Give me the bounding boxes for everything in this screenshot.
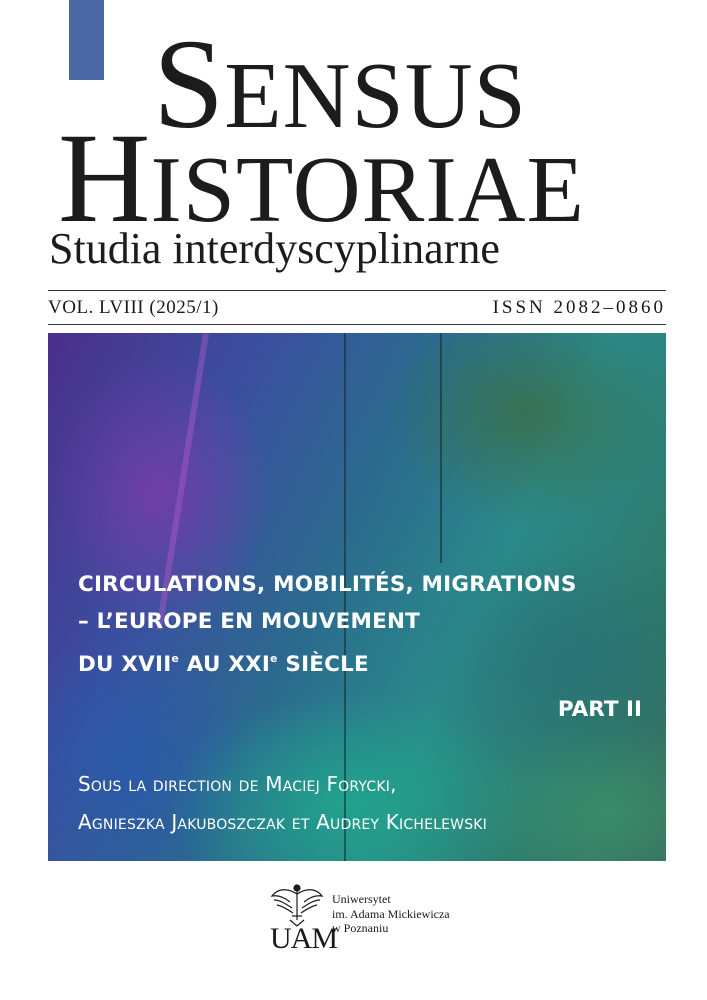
university-name-line1: Uniwersytet	[332, 892, 391, 906]
volume-label: VOL. LVIII (2025/1)	[48, 297, 219, 318]
title-rest-istoriae: ISTORIAE	[150, 138, 585, 242]
headline-line2: – L’EUROPE EN MOUVEMENT	[78, 609, 421, 634]
headline-line3-b: AU XXI	[179, 652, 271, 677]
issn-label: ISSN 2082–0860	[492, 297, 666, 318]
divider-bottom	[48, 324, 666, 325]
university-name	[332, 892, 450, 936]
publisher-logo	[268, 880, 468, 960]
divider-top	[48, 290, 666, 291]
headline-sup2: e	[270, 652, 278, 665]
issue-headline	[78, 566, 577, 683]
crack-line	[440, 333, 442, 563]
editors-credit	[78, 765, 487, 841]
headline-line1: CIRCULATIONS, MOBILITÉS, MIGRATIONS	[78, 572, 577, 597]
editors-line1: Sous la direction de Maciej Forycki,	[78, 772, 397, 796]
title-rest-ensus: ENSUS	[224, 44, 527, 148]
journal-subtitle: Studia interdyscyplinarne	[49, 224, 500, 273]
headline-sup1: e	[171, 652, 180, 665]
university-name-line2: im. Adama Mickiewicza	[332, 906, 450, 921]
headline-line3-c: SIÈCLE	[277, 652, 369, 677]
editors-line2: Agnieszka Jakuboszczak et Audrey Kichelewski	[78, 810, 488, 834]
headline-line3-a: DU XVII	[78, 652, 172, 677]
uam-mark: UAM	[270, 922, 338, 955]
title-initial-s: S	[153, 13, 225, 155]
eagle-emblem-icon	[268, 880, 326, 928]
cover-image	[48, 333, 666, 861]
part-label: PART II	[557, 697, 642, 722]
title-initial-h: H	[58, 107, 151, 249]
university-name-line3: w Poznaniu	[332, 921, 389, 935]
accent-bar	[69, 0, 104, 80]
